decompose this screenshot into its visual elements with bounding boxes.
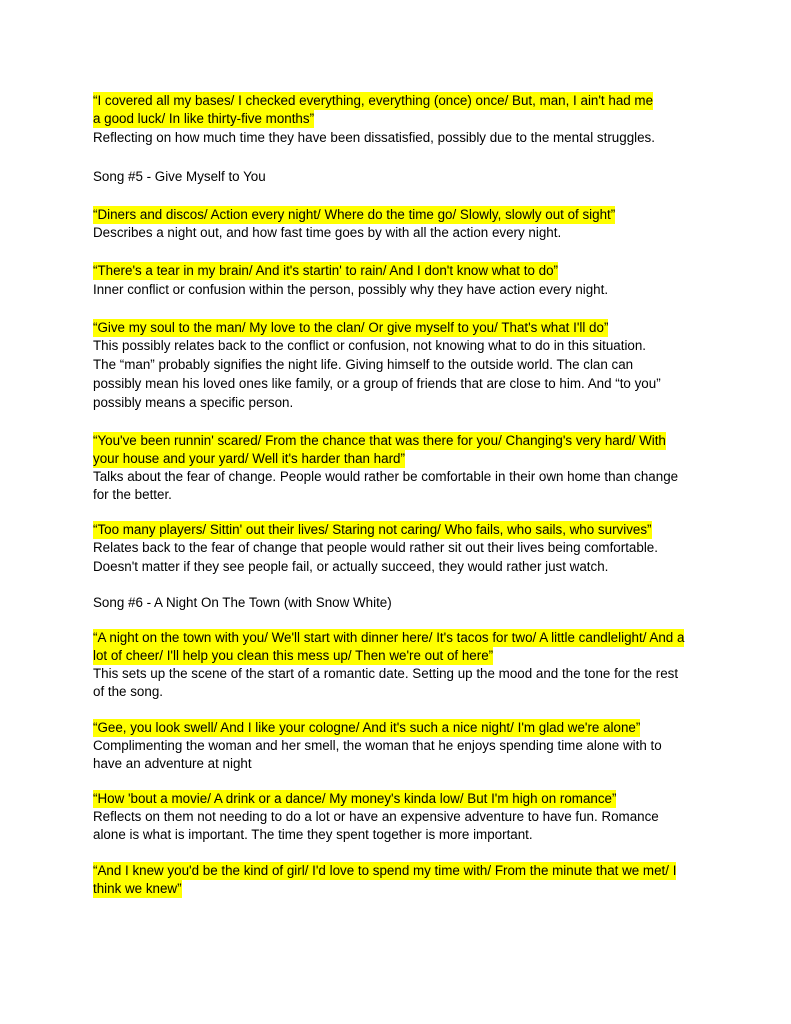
song-heading: Song #6 - A Night On The Town (with Snow White) — [93, 595, 392, 610]
lyric-quote-line: “A night on the town with you/ We'll start with dinner here/ It's tacos for two/ A little candlelight/ And a — [93, 630, 685, 645]
lyric-quote-line: “Give my soul to the man/ My love to the clan/ Or give myself to you/ That's what I'll do” — [93, 320, 609, 335]
commentary-line: possibly means a specific person. — [93, 395, 294, 410]
lyric-quote-line: “Diners and discos/ Action every night/ Where do the time go/ Slowly, slowly out of sight” — [93, 207, 616, 222]
commentary-line: Complimenting the woman and her smell, the woman that he enjoys spending time alone with to — [93, 738, 662, 753]
commentary-line: Talks about the fear of change. People would rather be comfortable in their own home than change — [93, 469, 679, 484]
commentary-line: Inner conflict or confusion within the person, possibly why they have action every night. — [93, 282, 609, 297]
commentary-line: have an adventure at night — [93, 756, 252, 771]
commentary-line: Reflects on them not needing to do a lot or have an expensive adventure to have fun. Romance — [93, 809, 659, 824]
lyric-quote-line: “I covered all my bases/ I checked everything, everything (once) once/ But, man, I ain't had me — [93, 93, 654, 108]
lyric-quote-line: a good luck/ In like thirty-five months” — [93, 111, 315, 126]
lyric-quote-line: “Gee, you look swell/ And I like your cologne/ And it's such a nice night/ I'm glad we're alone” — [93, 720, 641, 735]
commentary-line: of the song. — [93, 684, 163, 699]
commentary-line: Relates back to the fear of change that people would rather sit out their lives being comfortable. — [93, 540, 658, 555]
lyric-quote-line: “Too many players/ Sittin' out their lives/ Staring not caring/ Who fails, who sails, who survives” — [93, 522, 652, 537]
lyric-quote-line: “How 'bout a movie/ A drink or a dance/ My money's kinda low/ But I'm high on romance” — [93, 791, 617, 806]
lyric-quote-line: “You've been runnin' scared/ From the chance that was there for you/ Changing's very hard/ With — [93, 433, 666, 448]
commentary-line: Doesn't matter if they see people fail, or actually succeed, they would rather just watch. — [93, 559, 609, 574]
lyric-quote-line: “And I knew you'd be the kind of girl/ I'd love to spend my time with/ From the minute that we met/ I — [93, 863, 677, 878]
lyric-quote-line: lot of cheer/ I'll help you clean this mess up/ Then we're out of here” — [93, 648, 494, 663]
commentary-line: This possibly relates back to the conflict or confusion, not knowing what to do in this situation. — [93, 338, 647, 353]
commentary-line: The “man” probably signifies the night life. Giving himself to the outside world. The clan can — [93, 357, 634, 372]
commentary-line: for the better. — [93, 487, 172, 502]
commentary-line: possibly mean his loved ones like family, or a group of friends that are close to him. And “to you” — [93, 376, 661, 391]
commentary-line: alone is what is important. The time they spent together is more important. — [93, 827, 533, 842]
lyric-quote-line: “There's a tear in my brain/ And it's startin' to rain/ And I don't know what to do” — [93, 263, 558, 278]
lyric-quote-line: your house and your yard/ Well it's harder than hard” — [93, 451, 405, 466]
commentary-line: Reflecting on how much time they have been dissatisfied, possibly due to the mental struggles. — [93, 130, 655, 145]
lyric-quote-line: think we knew” — [93, 881, 182, 896]
commentary-line: This sets up the scene of the start of a romantic date. Setting up the mood and the tone for the rest — [93, 666, 679, 681]
song-heading: Song #5 - Give Myself to You — [93, 169, 266, 184]
commentary-line: Describes a night out, and how fast time goes by with all the action every night. — [93, 225, 562, 240]
